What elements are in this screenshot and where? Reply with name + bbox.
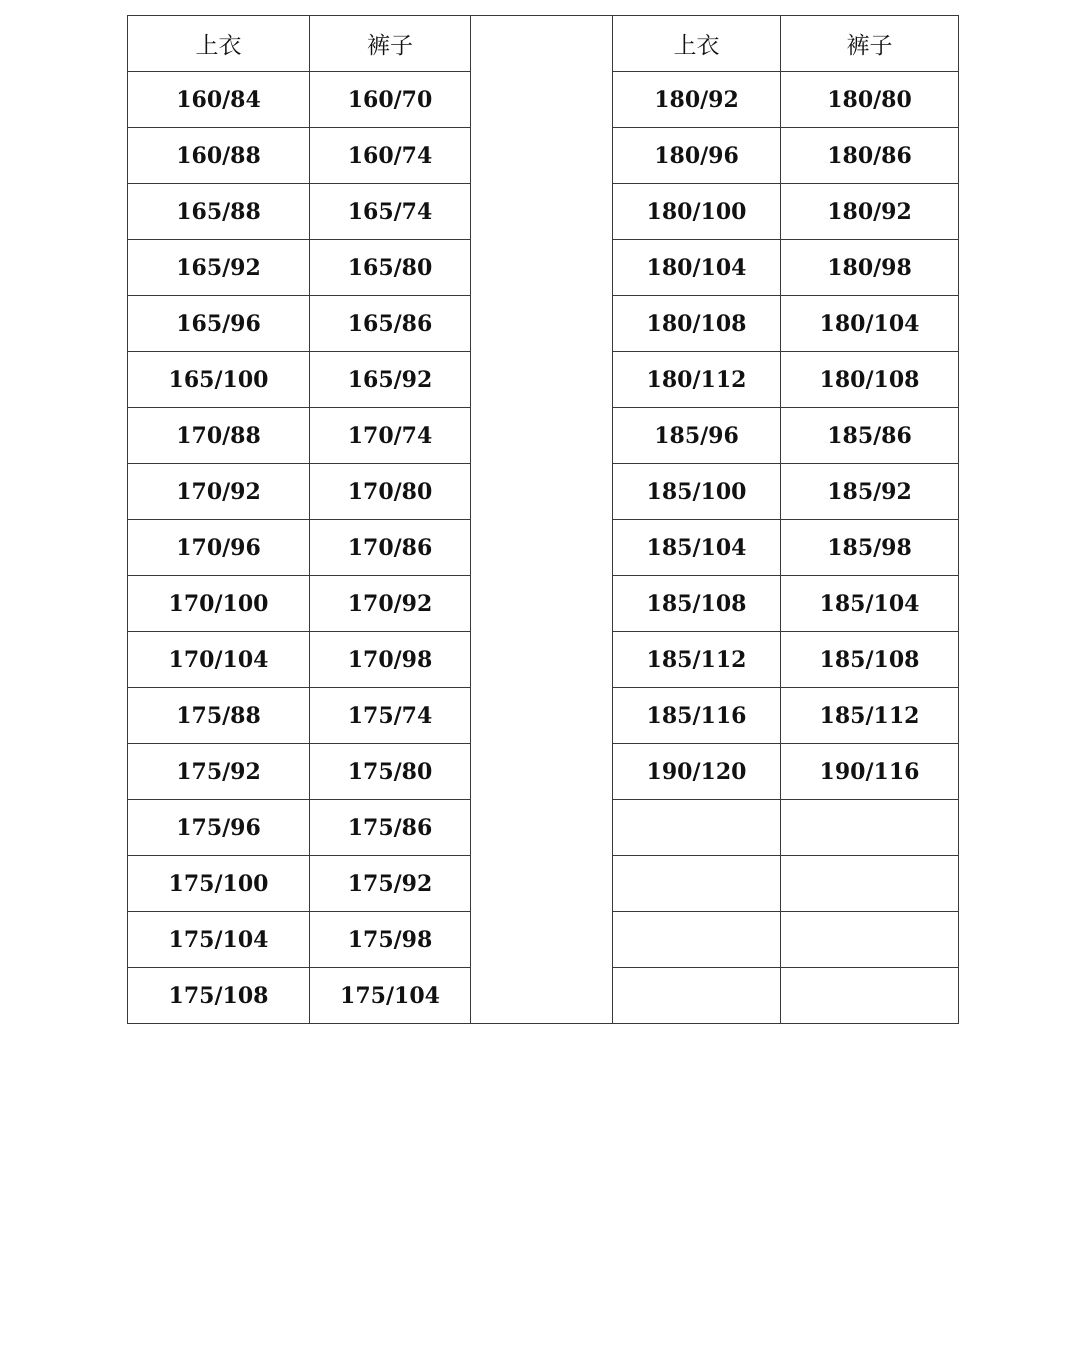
header-row xyxy=(128,16,959,72)
right-top-size-cell: 180/100 xyxy=(613,184,781,240)
right-top-size-cell: 180/108 xyxy=(613,296,781,352)
left-pants-size-cell: 170/86 xyxy=(310,520,471,576)
right-top-size-cell xyxy=(613,912,781,968)
left-pants-size-cell: 175/98 xyxy=(310,912,471,968)
left-pants-size-cell: 165/74 xyxy=(310,184,471,240)
right-pants-size-cell xyxy=(781,800,959,856)
right-pants-size-cell: 180/80 xyxy=(781,72,959,128)
right-header-top: 上衣 xyxy=(613,16,781,72)
right-top-size-cell: 185/96 xyxy=(613,408,781,464)
right-pants-size-cell xyxy=(781,968,959,1024)
left-top-size-cell: 175/88 xyxy=(128,688,310,744)
right-top-size-cell: 185/116 xyxy=(613,688,781,744)
right-top-size-cell: 180/112 xyxy=(613,352,781,408)
left-top-size-cell: 170/104 xyxy=(128,632,310,688)
right-top-size-cell xyxy=(613,856,781,912)
middle-gap-cell xyxy=(471,16,613,1024)
left-top-size-cell: 170/100 xyxy=(128,576,310,632)
right-top-size-cell: 185/112 xyxy=(613,632,781,688)
right-pants-size-cell: 185/92 xyxy=(781,464,959,520)
left-top-size-cell: 175/104 xyxy=(128,912,310,968)
left-header-pants: 裤子 xyxy=(310,16,471,72)
left-pants-size-cell: 165/86 xyxy=(310,296,471,352)
left-top-size-cell: 165/88 xyxy=(128,184,310,240)
left-pants-size-cell: 170/92 xyxy=(310,576,471,632)
right-pants-size-cell: 180/92 xyxy=(781,184,959,240)
right-header-pants: 裤子 xyxy=(781,16,959,72)
left-top-size-cell: 175/100 xyxy=(128,856,310,912)
right-top-size-cell: 180/92 xyxy=(613,72,781,128)
left-top-size-cell: 175/92 xyxy=(128,744,310,800)
left-pants-size-cell: 170/74 xyxy=(310,408,471,464)
right-top-size-cell: 185/104 xyxy=(613,520,781,576)
left-pants-size-cell: 165/92 xyxy=(310,352,471,408)
right-pants-size-cell: 185/108 xyxy=(781,632,959,688)
right-pants-size-cell: 180/108 xyxy=(781,352,959,408)
left-top-size-cell: 170/96 xyxy=(128,520,310,576)
right-pants-size-cell: 185/98 xyxy=(781,520,959,576)
title-strip xyxy=(128,0,958,15)
left-top-size-cell: 165/92 xyxy=(128,240,310,296)
right-pants-size-cell: 180/104 xyxy=(781,296,959,352)
right-top-size-cell: 180/96 xyxy=(613,128,781,184)
left-top-size-cell: 175/108 xyxy=(128,968,310,1024)
right-pants-size-cell: 180/86 xyxy=(781,128,959,184)
left-pants-size-cell: 170/80 xyxy=(310,464,471,520)
right-top-size-cell: 185/100 xyxy=(613,464,781,520)
left-pants-size-cell: 160/74 xyxy=(310,128,471,184)
size-chart-table xyxy=(127,15,959,1024)
left-top-size-cell: 170/88 xyxy=(128,408,310,464)
right-pants-size-cell: 185/104 xyxy=(781,576,959,632)
left-top-size-cell: 160/88 xyxy=(128,128,310,184)
right-pants-size-cell xyxy=(781,856,959,912)
left-pants-size-cell: 175/104 xyxy=(310,968,471,1024)
left-pants-size-cell: 175/86 xyxy=(310,800,471,856)
right-pants-size-cell: 180/98 xyxy=(781,240,959,296)
right-top-size-cell: 190/120 xyxy=(613,744,781,800)
left-pants-size-cell: 175/92 xyxy=(310,856,471,912)
left-pants-size-cell: 160/70 xyxy=(310,72,471,128)
right-top-size-cell xyxy=(613,968,781,1024)
size-chart-body xyxy=(128,16,959,1024)
left-top-size-cell: 160/84 xyxy=(128,72,310,128)
right-top-size-cell xyxy=(613,800,781,856)
left-pants-size-cell: 165/80 xyxy=(310,240,471,296)
left-header-top: 上衣 xyxy=(128,16,310,72)
left-top-size-cell: 175/96 xyxy=(128,800,310,856)
left-top-size-cell: 170/92 xyxy=(128,464,310,520)
right-pants-size-cell: 185/112 xyxy=(781,688,959,744)
left-pants-size-cell: 175/80 xyxy=(310,744,471,800)
right-pants-size-cell xyxy=(781,912,959,968)
left-pants-size-cell: 175/74 xyxy=(310,688,471,744)
right-pants-size-cell: 190/116 xyxy=(781,744,959,800)
right-pants-size-cell: 185/86 xyxy=(781,408,959,464)
left-pants-size-cell: 170/98 xyxy=(310,632,471,688)
left-top-size-cell: 165/96 xyxy=(128,296,310,352)
left-top-size-cell: 165/100 xyxy=(128,352,310,408)
right-top-size-cell: 180/104 xyxy=(613,240,781,296)
right-top-size-cell: 185/108 xyxy=(613,576,781,632)
